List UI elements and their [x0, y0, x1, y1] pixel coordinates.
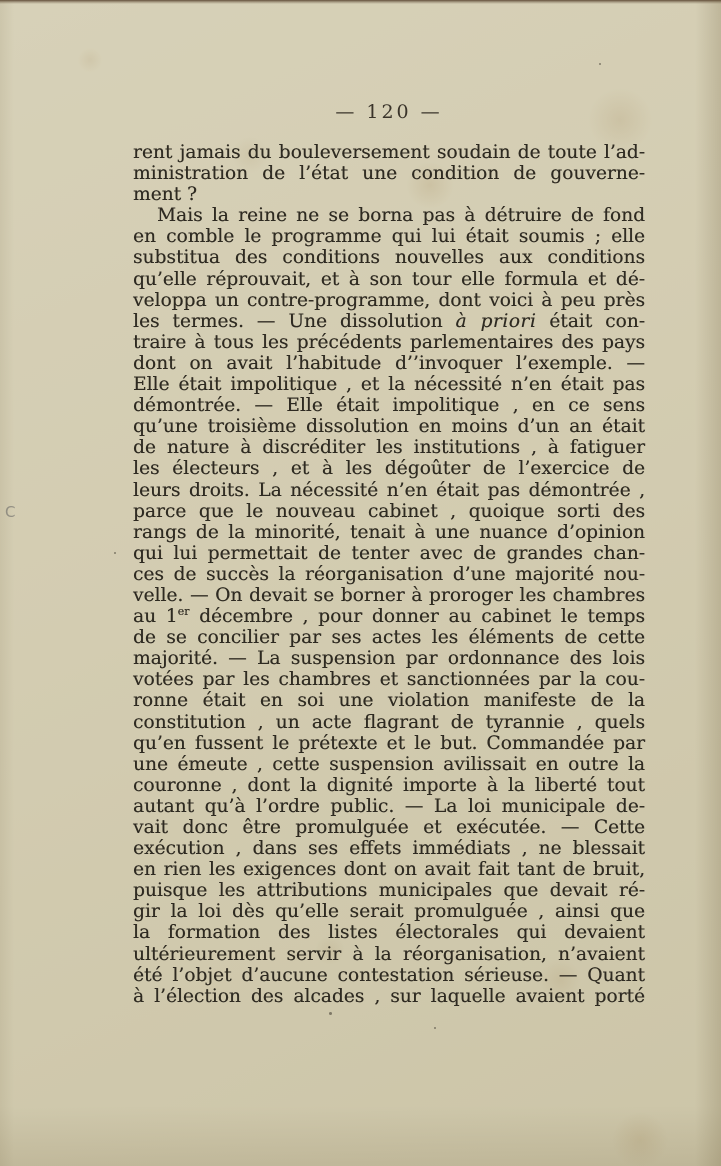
- text-line: rangs de la minorité, tenait à une nuance d’opinion: [133, 521, 645, 543]
- text-line: ronne était en soi une violation manifeste de la: [133, 690, 645, 712]
- paragraph: [133, 142, 645, 205]
- text-line: couronne , dont la dignité importe à la liberté tout: [133, 774, 645, 796]
- text-line: Elle était impolitique , et la nécessité n’en était pas: [133, 374, 645, 396]
- text-line: parce que le nouveau cabinet , quoique sorti des: [133, 500, 645, 522]
- text-line: substitua des conditions nouvelles aux conditions: [133, 247, 645, 269]
- text-line: traire à tous les précédents parlementaires des pays: [133, 331, 645, 353]
- paper-speck: [599, 63, 601, 65]
- text-line: été l’objet d’aucune contestation sérieuse. — Quant: [133, 964, 645, 986]
- text-line: la formation des listes électorales qui devaient: [133, 922, 645, 944]
- text-line: ces de succès la réorganisation d’une majorité nou-: [133, 563, 645, 585]
- text-line: en comble le programme qui lui était soumis ; elle: [133, 226, 645, 248]
- text-line: de nature à discréditer les institutions , à fatiguer: [133, 437, 645, 459]
- text-line: rent jamais du bouleversement soudain de toute l’ad-: [133, 142, 645, 163]
- text-line: leurs droits. La nécessité n’en était pas démontrée ,: [133, 479, 645, 501]
- paper-speck: [329, 1012, 332, 1015]
- text-line: dont on avait l’habitude d’’invoquer l’exemple. —: [133, 352, 645, 374]
- page-number-header: — 120 —: [335, 101, 443, 123]
- text-line: en rien les exigences dont on avait fait tant de bruit,: [133, 859, 645, 881]
- text-line: qu’une troisième dissolution en moins d’un an était: [133, 416, 645, 438]
- text-line: à l’élection des alcades , sur laquelle avaient porté: [133, 985, 645, 1007]
- paper-speck: [434, 1027, 436, 1029]
- text-line: les termes. — Une dissolution à priori était con-: [133, 310, 645, 332]
- text-line: vait donc être promulguée et exécutée. — Cette: [133, 817, 645, 838]
- text-line: Mais la reine ne se borna pas à détruire de fond: [157, 205, 645, 227]
- text-line: exécution , dans ses effets immédiats , ne blessait: [133, 838, 645, 860]
- text-line: qu’elle réprouvait, et à son tour elle formula et dé-: [133, 268, 645, 290]
- text-line: au 1er décembre , pour donner au cabinet le temps: [133, 604, 645, 628]
- text-line: une émeute , cette suspension avilissait en outre la: [133, 753, 645, 775]
- text-line: qui lui permettait de tenter avec de grandes chan-: [133, 542, 645, 564]
- pencil-margin-note: C: [5, 503, 16, 521]
- text-line: gir la loi dès qu’elle serait promulguée , ainsi que: [133, 901, 645, 923]
- paper-speck: [114, 552, 116, 554]
- text-line: constitution , un acte flagrant de tyrannie , quels: [133, 711, 645, 733]
- paragraph: [133, 205, 645, 1007]
- text-block: [133, 142, 645, 1007]
- text-line: de se concilier par ses actes les éléments de cette: [133, 627, 645, 649]
- text-line: qu’en fussent le prétexte et le but. Commandée par: [133, 732, 645, 754]
- text-line: votées par les chambres et sanctionnées par la cou-: [133, 669, 645, 691]
- text-line: majorité. — La suspension par ordonnance des lois: [133, 648, 645, 670]
- text-line: les électeurs , et à les dégoûter de l’exercice de: [133, 458, 645, 480]
- text-line: velle. — On devait se borner à proroger les chambres: [133, 584, 645, 606]
- text-line: ministration de l’état une condition de gouverne-: [133, 163, 645, 185]
- text-line: ultérieurement servir à la réorganisation, n’avaient: [133, 943, 645, 965]
- text-line: autant qu’à l’ordre public. — La loi municipale de-: [133, 795, 645, 817]
- text-line: puisque les attributions municipales que devait ré-: [133, 880, 645, 902]
- text-line: démontrée. — Elle était impolitique , en ce sens: [133, 395, 645, 417]
- text-line: veloppa un contre-programme, dont voici à peu près: [133, 289, 645, 311]
- text-line: ment ?: [133, 184, 197, 206]
